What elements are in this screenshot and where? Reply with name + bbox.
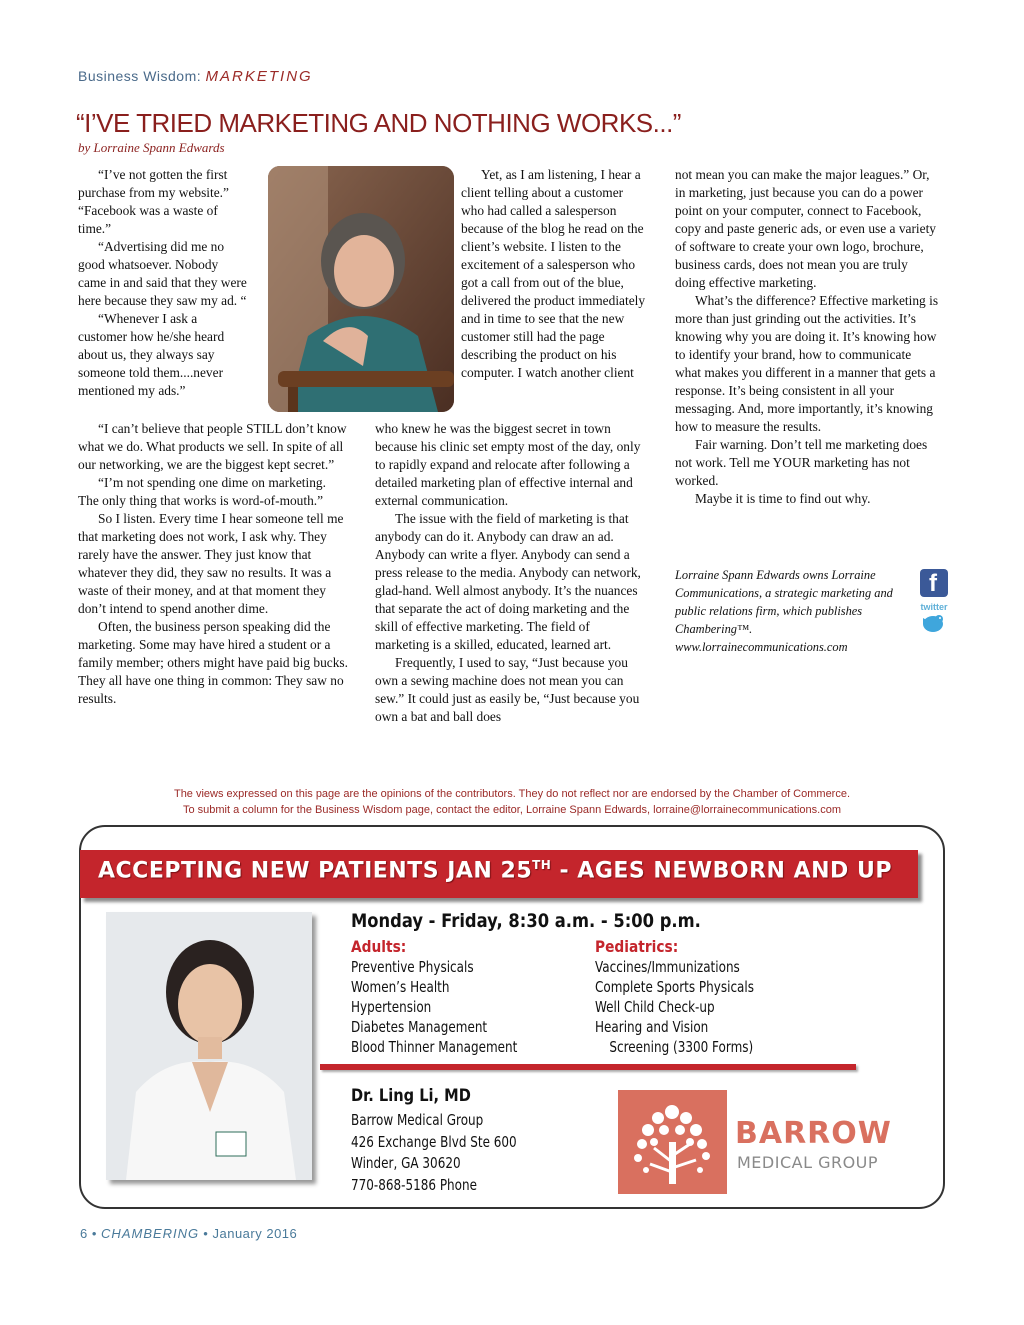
pediatrics-list (595, 957, 825, 1057)
address-line2: Winder, GA 30620 (351, 1154, 461, 1172)
separator: • (91, 1226, 97, 1241)
disclaimer-line2: To submit a column for the Business Wisdom page, contact the editor, Lorraine Spann Edwards, lorraine@lorrainecommunications.com (182, 804, 842, 816)
author-photo (268, 166, 454, 412)
paragraph: “I’ve not gotten the first purchase from my website.” “Facebook was a waste of time.” (78, 167, 229, 236)
section-name: MARKETING (205, 68, 313, 85)
service-item: Well Child Check-up (595, 998, 715, 1016)
facebook-icon[interactable]: f (920, 569, 948, 597)
office-hours: Monday - Friday, 8:30 a.m. - 5:00 p.m. (351, 910, 701, 932)
adults-heading: Adults: (351, 937, 407, 956)
section-label (78, 68, 313, 85)
address-line1: 426 Exchange Blvd Ste 600 (351, 1132, 517, 1151)
publication-name: CHAMBERING (101, 1226, 200, 1241)
banner-sup: TH (532, 858, 552, 872)
article-col1-top (78, 166, 248, 400)
paragraph: Maybe it is time to find out why. (695, 491, 871, 506)
paragraph: Yet, as I am listening, I hear a client telling about a customer who had called a salesperson because of the blog he read on the client’s website. I listen to the excitement of a salesperson who got a call from out of the blue, delivered the product immediately and in time to see that the new customer still had the page describing the product on his computer. I watch another client (461, 167, 646, 380)
divider-line (320, 1064, 856, 1070)
banner-rest: - AGES NEWBORN AND UP (551, 858, 892, 884)
paragraph: “I’m not spending one dime on marketing. The only thing that works is word-of-mouth.” (78, 475, 326, 508)
bio-text: Lorraine Spann Edwards owns Lorraine Communications, a strategic marketing and public relations firm, which publishes Chambering™. (675, 568, 893, 636)
service-item: Women’s Health (351, 978, 450, 996)
paragraph: What’s the difference? Effective marketing is more than just grinding out the activities. It’s knowing why you are doing it. It’s knowing how to identify your brand, how to communicate what makes you different in a manner that gets a response. It’s being consistent in all your messaging. And, more importantly, it’s knowing how to measure the results. (675, 293, 939, 434)
ad-banner-text (98, 858, 892, 883)
section-prefix: Business Wisdom: (78, 68, 206, 84)
pediatrics-heading: Pediatrics: (595, 937, 679, 956)
paragraph: So I listen. Every time I hear someone tell me that marketing does not work, I ask why. They rarely have the answer. They just know that whatever they did, they saw no results. It was a waste of their money, and at that moment they don’t intend to spend another dime. (78, 511, 344, 616)
service-item: Complete Sports Physicals (595, 978, 754, 996)
service-item: Preventive Physicals (351, 958, 474, 976)
banner-main: ACCEPTING NEW PATIENTS JAN 25 (98, 858, 533, 884)
twitter-bird-icon[interactable] (920, 612, 946, 634)
phone-number[interactable]: 770-868-5186 Phone (351, 1175, 477, 1194)
paragraph: Often, the business person speaking did the marketing. Some may have hired a student or a family member; others might have paid big bucks. They all have one thing in common: They saw no results. (78, 619, 348, 706)
service-item: Hypertension (351, 998, 432, 1016)
headline: “I’VE TRIED MARKETING AND NOTHING WORKS...” (76, 108, 681, 138)
page-footer (80, 1226, 297, 1241)
contact-block (351, 1110, 558, 1196)
logo-word-barrow: BARROW (735, 1116, 892, 1151)
separator: • (203, 1226, 209, 1241)
paragraph: Fair warning. Don’t tell me marketing does not work. Tell me YOUR marketing has not worked. (675, 437, 928, 488)
barrow-tree-logo (618, 1090, 727, 1194)
paragraph: who knew he was the biggest secret in town because his clinic set empty most of the day, only to rapidly expand and relocate after following a detailed marketing plan of effective internal and external communication. (375, 421, 641, 508)
paragraph: “Advertising did me no good whatsoever. Nobody came in and said that they were here because they saw my ad. “ (78, 239, 247, 308)
doctor-name: Dr. Ling Li, MD (351, 1086, 471, 1106)
paragraph: “Whenever I ask a customer how he/she heard about us, they always say someone told them....never mentioned my ads.” (78, 311, 225, 398)
article-col1-bottom (78, 420, 348, 708)
paragraph: The issue with the field of marketing is that anybody can do it. Anybody can draw an ad. Anybody can write a flyer. Anybody can send a press release to the media. Anybody can network, glad-hand. Well almost anybody. It’s the nuances that separate the act of doing marketing and the skill of effective marketing. The field of marketing is a skilled, educated, learned art. (375, 511, 641, 652)
adults-list (351, 957, 581, 1057)
article-col3 (675, 166, 940, 508)
byline: by Lorraine Spann Edwards (78, 140, 225, 155)
doctor-photo (106, 912, 312, 1180)
article-col2-top (461, 166, 647, 382)
article-col2-bottom (375, 420, 647, 726)
issue-date: January 2016 (212, 1226, 298, 1241)
service-item: Blood Thinner Management (351, 1038, 518, 1056)
disclaimer-line1: The views expressed on this page are the opinions of the contributors. They do not reflect nor are endorsed by the Chamber of Commerce. (173, 788, 851, 800)
author-bio (675, 566, 910, 656)
twitter-label: twitter (920, 602, 948, 612)
paragraph: “I can’t believe that people STILL don’t know what we do. What products we sell. In spite of all our networking, we are the biggest kept secret.” (78, 421, 347, 472)
service-item: Diabetes Management (351, 1018, 488, 1036)
service-item: Vaccines/Immunizations (595, 958, 740, 976)
service-item: Hearing and Vision (595, 1018, 709, 1036)
page-number: 6 (80, 1226, 88, 1241)
practice-name: Barrow Medical Group (351, 1111, 484, 1129)
logo-word-medical-group: MEDICAL GROUP (737, 1153, 879, 1172)
service-item: Screening (3300 Forms) (609, 1038, 754, 1056)
paragraph: not mean you can make the major leagues.” Or, in marketing, just because you can do a power point on your computer, connect to Facebook, copy and paste generic ads, or even use a variety of software to create your own logo, brochure, business cards, does not mean you are truly doing effective marketing. (675, 167, 937, 290)
paragraph: Frequently, I used to say, “Just because you own a sewing machine does not mean you can sew.” It could just as easily be, “Just because you own a bat and ball does (375, 655, 640, 724)
bio-url[interactable]: www.lorrainecommunications.com (675, 640, 848, 654)
